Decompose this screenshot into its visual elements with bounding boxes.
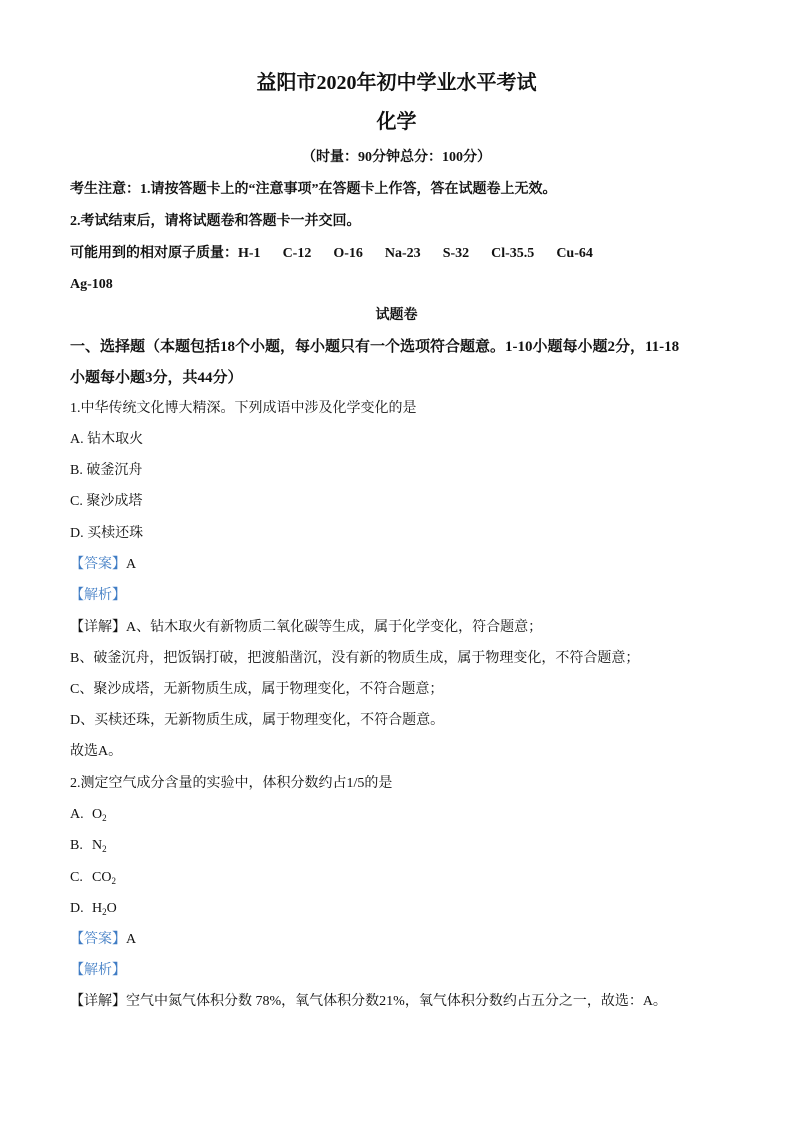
q2-analysis-label: 【解析】: [70, 963, 126, 978]
option-label: D.: [70, 901, 84, 916]
formula: N: [92, 838, 103, 853]
section-title: 试题卷: [375, 308, 418, 323]
option-label: B.: [70, 838, 83, 853]
subscript: 2: [102, 813, 107, 823]
detail-text: A、钻木取火有新物质二氧化碳等生成，属于化学变化，符合题意；: [126, 620, 543, 635]
atomic-masses: [70, 244, 593, 264]
mass-item: Cu-64: [556, 246, 593, 261]
mass-item: Ag-108: [70, 277, 113, 292]
formula: CO: [92, 870, 112, 885]
masses-label: 可能用到的相对原子质量：: [70, 246, 238, 261]
q1-option-a: A. 钻木取火: [70, 432, 144, 447]
answer-label: 【答案】: [70, 557, 126, 572]
part1-heading: 一、选择题（本题包括18个小题，每小题只有一个选项符合题意。1-10小题每小题2分，11-18: [70, 339, 680, 355]
q1-detail: [70, 618, 542, 638]
q2-option-a: [70, 805, 107, 828]
mass-item: Cl-35.5: [491, 246, 535, 261]
formula: O: [106, 901, 117, 916]
subject-title: 化学: [376, 111, 417, 133]
q2-detail: [70, 992, 667, 1012]
q1-detail-line: B、破釜沉舟，把饭锅打破，把渡船凿沉，没有新的物质生成，属于物理变化，不符合题意；: [70, 651, 640, 666]
q1-stem: 1.中华传统文化博大精深。下列成语中涉及化学变化的是: [70, 401, 417, 416]
exam-title: 益阳市2020年初中学业水平考试: [256, 72, 537, 94]
formula: H: [92, 901, 103, 916]
subscript: 2: [102, 844, 107, 854]
q2-stem: 2.测定空气成分含量的实验中，体积分数约占1/5的是: [70, 776, 393, 791]
q2-option-b: [70, 836, 107, 859]
detail-label: 【详解】: [70, 994, 126, 1009]
q2-option-d: [70, 899, 117, 922]
detail-text: 空气中氮气体积分数 78%，氧气体积分数21%，氧气体积分数约占五分之一，故选：A。: [126, 994, 667, 1009]
mass-item: Na-23: [384, 246, 421, 261]
q1-option-c: C. 聚沙成塔: [70, 494, 143, 509]
notice-line-2: 2.考试结束后，请将试题卷和答题卡一并交回。: [70, 214, 361, 229]
q2-answer: [70, 930, 136, 950]
q2-option-c: [70, 868, 116, 891]
formula: O: [92, 807, 103, 822]
mass-item: C-12: [282, 246, 312, 261]
detail-label: 【详解】: [70, 620, 126, 635]
answer-label: 【答案】: [70, 932, 126, 947]
q1-conclusion: 故选A。: [70, 744, 123, 759]
notice-line-1: 考生注意：1.请按答题卡上的“注意事项”在答题卡上作答，答在试题卷上无效。: [70, 182, 557, 197]
subscript: 2: [111, 876, 116, 886]
q1-analysis-label: 【解析】: [70, 588, 126, 603]
answer-value: A: [126, 932, 137, 947]
q1-option-d: D. 买椟还珠: [70, 526, 144, 541]
q1-answer: [70, 555, 136, 575]
answer-value: A: [126, 557, 137, 572]
subscript: 2: [102, 907, 107, 917]
mass-item: O-16: [333, 246, 363, 261]
q1-detail-line: C、聚沙成塔，无新物质生成，属于物理变化，不符合题意；: [70, 682, 444, 697]
option-label: C.: [70, 870, 83, 885]
mass-item: H-1: [238, 246, 261, 261]
option-label: A.: [70, 807, 84, 822]
time-info: （时量：90分钟总分：100分）: [302, 150, 491, 165]
q1-option-b: B. 破釜沉舟: [70, 463, 143, 478]
q1-detail-line: D、买椟还珠，无新物质生成，属于物理变化，不符合题意。: [70, 713, 445, 728]
part1-heading-cont: 小题每小题3分，共44分）: [70, 370, 243, 386]
mass-item: S-32: [442, 246, 470, 261]
